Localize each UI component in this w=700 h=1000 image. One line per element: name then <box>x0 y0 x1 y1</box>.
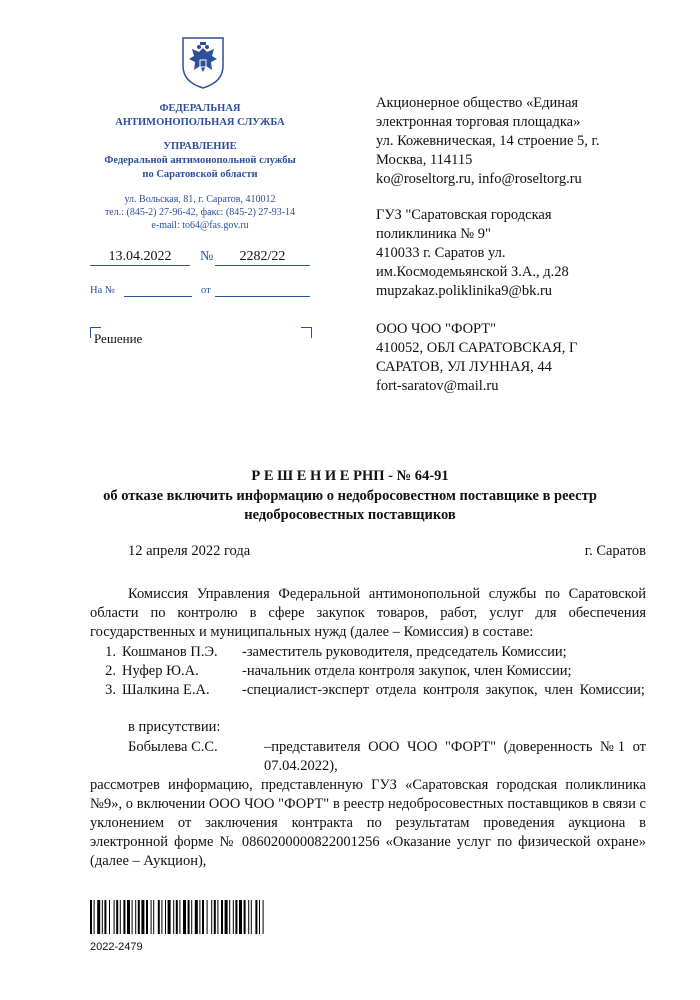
reference-date-line <box>215 296 310 297</box>
registration-number: 2282/22 <box>215 249 310 266</box>
reference-number-line <box>124 296 192 297</box>
representative-name: Бобылева С.С. <box>128 739 218 755</box>
member-role: -заместитель руководителя, председатель Комиссии; <box>242 644 567 660</box>
recipient-fort <box>376 320 676 396</box>
member-name: Шалкина Е.А. <box>122 682 210 698</box>
member-name: Кошманов П.Э. <box>122 644 218 660</box>
department-contacts <box>90 193 310 232</box>
recipient-line: ул. Кожевническая, 14 строение 5, г. <box>376 133 600 149</box>
barcode-number: 2022-2479 <box>90 941 143 953</box>
recipient-line: ООО ЧОО "ФОРТ" <box>376 321 497 337</box>
recipient-line: им.Космодемьянской З.А., д.28 <box>376 264 569 280</box>
department-email: e-mail: to64@fas.gov.ru <box>151 220 249 231</box>
commission-members <box>90 643 646 700</box>
coat-of-arms-emblem <box>180 36 226 90</box>
decision-subtitle-line-1: об отказе включить информацию о недобросовестном поставщике в реестр <box>103 488 597 504</box>
department-address: ул. Вольская, 81, г. Саратов, 410012 <box>124 194 276 205</box>
decision-place: г. Саратов <box>584 543 646 559</box>
recipient-line: электронная торговая площадка» <box>376 114 581 130</box>
member-role: -специалист-эксперт отдела контроля закупок, член Комиссии; <box>242 682 645 698</box>
recipient-email: fort-saratov@mail.ru <box>376 378 499 394</box>
registration-date: 13.04.2022 <box>90 249 190 266</box>
recipient-line: ГУЗ "Саратовская городская <box>376 207 552 223</box>
recipient-line: САРАТОВ, УЛ ЛУННАЯ, 44 <box>376 359 552 375</box>
recipient-line: 410052, ОБЛ САРАТОВСКАЯ, Г <box>376 340 578 356</box>
recipient-email: mupzakaz.poliklinika9@bk.ru <box>376 283 553 299</box>
agency-line-1: ФЕДЕРАЛЬНАЯ <box>159 103 241 114</box>
department-phones: тел.: (845-2) 27-96-42, факс: (845-2) 27-93-14 <box>104 207 296 218</box>
department-line-1: УПРАВЛЕНИЕ <box>163 141 237 152</box>
subject-bracket-right <box>301 327 312 338</box>
department-name <box>90 140 310 182</box>
decision-title: Р Е Ш Е Н И Е РНП - № 64-91 <box>251 468 449 484</box>
recipient-line: 410033 г. Саратов ул. <box>376 245 506 261</box>
recipient-line: Москва, 114115 <box>376 152 473 168</box>
reference-from-label: от <box>201 285 211 296</box>
commission-intro: Комиссия Управления Федеральной антимонопольной службы по Саратовской области по контролю в сфере закупок товаров, работ, услуг для обеспечения государственных и муниципальных нужд (далее – Комиссия) в составе: <box>90 586 646 640</box>
document-kind: Решение <box>94 331 143 346</box>
reference-label: На № <box>90 285 115 296</box>
member-number: 2. <box>105 663 116 679</box>
member-number: 1. <box>105 644 116 660</box>
considered-paragraph: рассмотрев информацию, представленную ГУЗ «Саратовская городская поликлиника №9», о включении ООО ЧОО "ФОРТ" в реестр недобросовестных поставщиков в связи с уклонением от заключения контракта по результатам проведения аукциона в электронной форме № 0860200000822001256 «Оказание услуг по физической охране» (далее – Аукцион), <box>90 777 646 869</box>
recipient-etp <box>376 94 676 189</box>
decision-subtitle-line-2: недобросовестных поставщиков <box>244 507 456 523</box>
agency-line-2: АНТИМОНОПОЛЬНАЯ СЛУЖБА <box>115 117 285 128</box>
representative-row <box>128 738 646 776</box>
representative-role: –представителя ООО ЧОО "ФОРТ" (доверенность №1 от 07.04.2022), <box>264 739 646 774</box>
member-row <box>90 681 646 700</box>
member-row <box>90 643 646 662</box>
recipient-email: ko@roseltorg.ru, info@roseltorg.ru <box>376 171 582 187</box>
agency-name <box>90 102 310 130</box>
registration-number-label: № <box>200 249 214 264</box>
recipient-line: поликлиника № 9" <box>376 226 491 242</box>
member-number: 3. <box>105 682 116 698</box>
recipient-clinic <box>376 206 676 301</box>
presence-label: в присутствии: <box>128 719 221 735</box>
department-line-2: Федеральной антимонопольной службы <box>104 155 296 166</box>
member-name: Нуфер Ю.А. <box>122 663 199 679</box>
document-barcode <box>90 900 265 934</box>
recipient-line: Акционерное общество «Единая <box>376 95 579 111</box>
member-role: -начальник отдела контроля закупок, член Комиссии; <box>242 663 572 679</box>
department-line-3: по Саратовской области <box>142 169 258 180</box>
member-row <box>90 662 646 681</box>
decision-date: 12 апреля 2022 года <box>128 543 251 559</box>
